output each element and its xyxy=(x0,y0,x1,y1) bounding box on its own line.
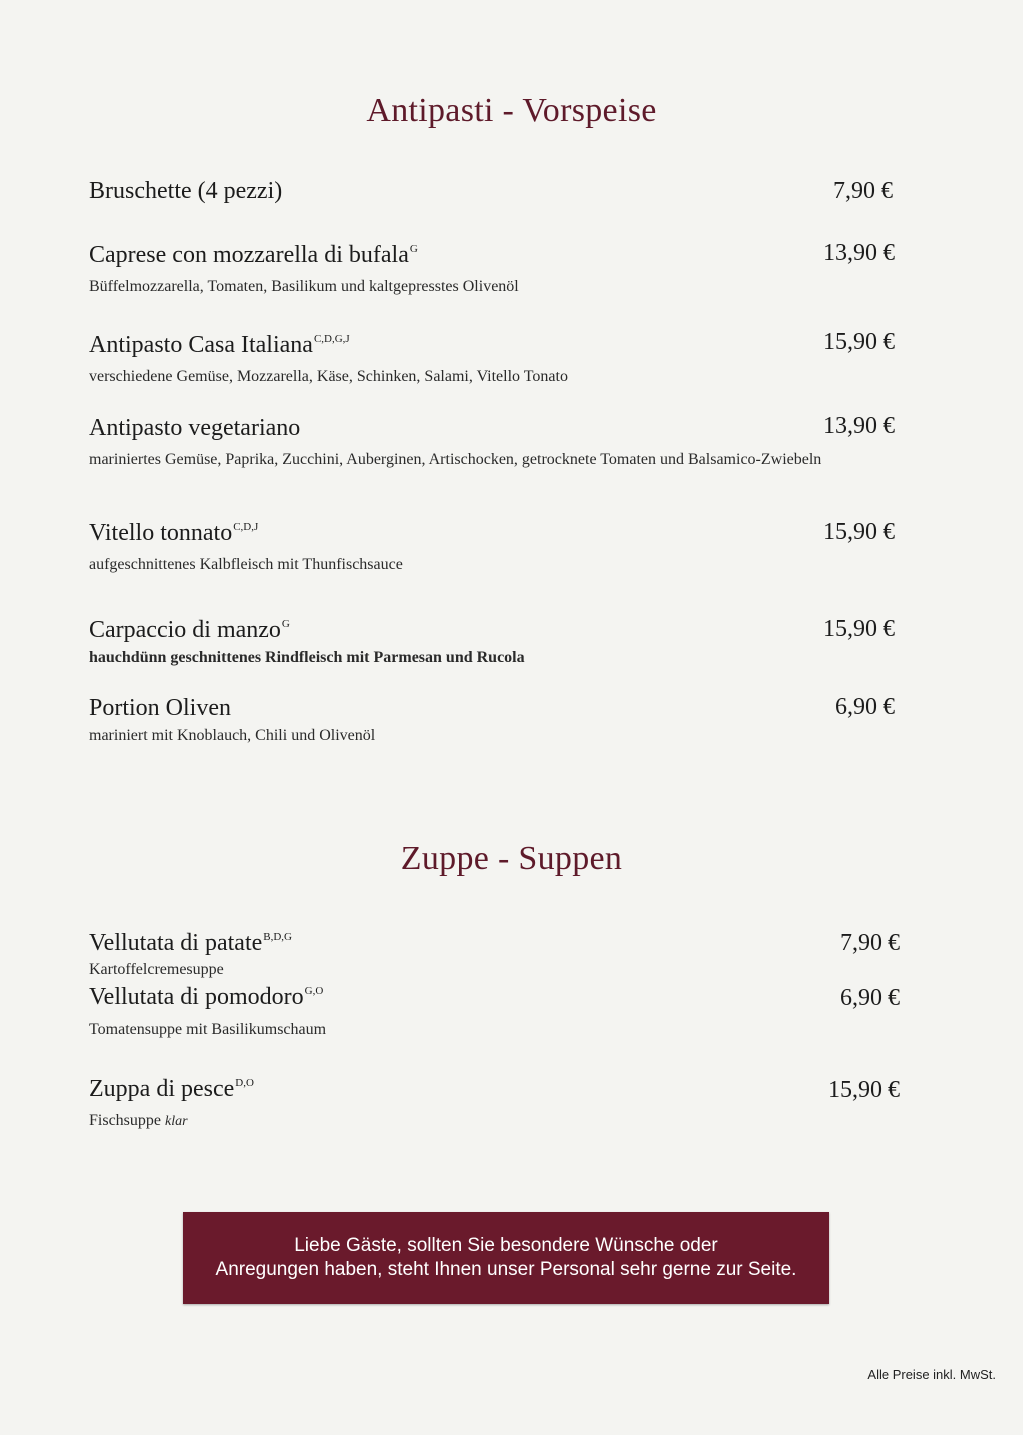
item-description: Kartoffelcremesuppe xyxy=(89,961,224,978)
item-description: Büffelmozzarella, Tomaten, Basilikum und kaltgepresstes Olivenöl xyxy=(89,278,519,295)
item-price: 6,90 € xyxy=(835,694,895,720)
item-description: aufgeschnittenes Kalbfleisch mit Thunfischsauce xyxy=(89,556,403,573)
section-title-antipasti: Antipasti - Vorspeise xyxy=(366,92,657,129)
item-price: 6,90 € xyxy=(840,985,900,1011)
item-price: 15,90 € xyxy=(823,616,895,642)
item-price: 15,90 € xyxy=(828,1077,900,1103)
notice-line-2: Anregungen haben, steht Ihnen unser Personal sehr gerne zur Seite. xyxy=(215,1259,797,1280)
allergen-codes: C,D,J xyxy=(233,521,259,533)
item-price: 7,90 € xyxy=(840,930,900,956)
item-name: Vellutata di pomodoro xyxy=(89,984,304,1010)
item-name: Zuppa di pesce xyxy=(89,1076,235,1102)
allergen-codes: G xyxy=(409,243,418,255)
item-price: 13,90 € xyxy=(823,413,895,439)
item-description-note: klar xyxy=(165,1114,188,1129)
item-price: 13,90 € xyxy=(823,240,895,266)
item-description: verschiedene Gemüse, Mozzarella, Käse, Schinken, Salami, Vitello Tonato xyxy=(89,368,568,385)
item-price: 7,90 € xyxy=(833,178,893,204)
item-name: Antipasto Casa Italiana xyxy=(89,332,313,358)
item-description: mariniertes Gemüse, Paprika, Zucchini, Auberginen, Artischocken, getrocknete Tomaten und Balsamico-Zwiebeln xyxy=(89,451,822,468)
item-name: Vellutata di patate xyxy=(89,930,263,956)
item-description xyxy=(89,1109,909,1133)
allergen-codes: D,O xyxy=(235,1077,254,1089)
price-footnote: Alle Preise inkl. MwSt. xyxy=(867,1367,996,1382)
item-description-text: Fischsuppe xyxy=(89,1112,161,1129)
item-name: Carpaccio di manzo xyxy=(89,617,281,643)
item-description: mariniert mit Knoblauch, Chili und Olivenöl xyxy=(89,727,376,744)
item-name: Vitello tonnato xyxy=(89,520,233,546)
notice-line-1: Liebe Gäste, sollten Sie besondere Wünsche oder xyxy=(294,1235,718,1256)
item-name: Portion Oliven xyxy=(89,695,231,721)
allergen-codes: B,D,G xyxy=(263,931,292,943)
guest-notice-box xyxy=(183,1212,829,1304)
allergen-codes: G,O xyxy=(304,985,324,997)
item-name: Bruschette (4 pezzi) xyxy=(89,178,283,204)
item-price: 15,90 € xyxy=(823,519,895,545)
item-name: Caprese con mozzarella di bufala xyxy=(89,242,409,268)
allergen-codes: G xyxy=(281,618,290,630)
section-title-zuppe: Zuppe - Suppen xyxy=(400,840,623,877)
allergen-codes: C,D,G,J xyxy=(313,333,350,345)
item-description: Tomatensuppe mit Basilikumschaum xyxy=(89,1021,327,1038)
item-price: 15,90 € xyxy=(823,329,895,355)
item-name: Antipasto vegetariano xyxy=(89,415,301,441)
item-description: hauchdünn geschnittenes Rindfleisch mit Parmesan und Rucola xyxy=(89,649,525,666)
